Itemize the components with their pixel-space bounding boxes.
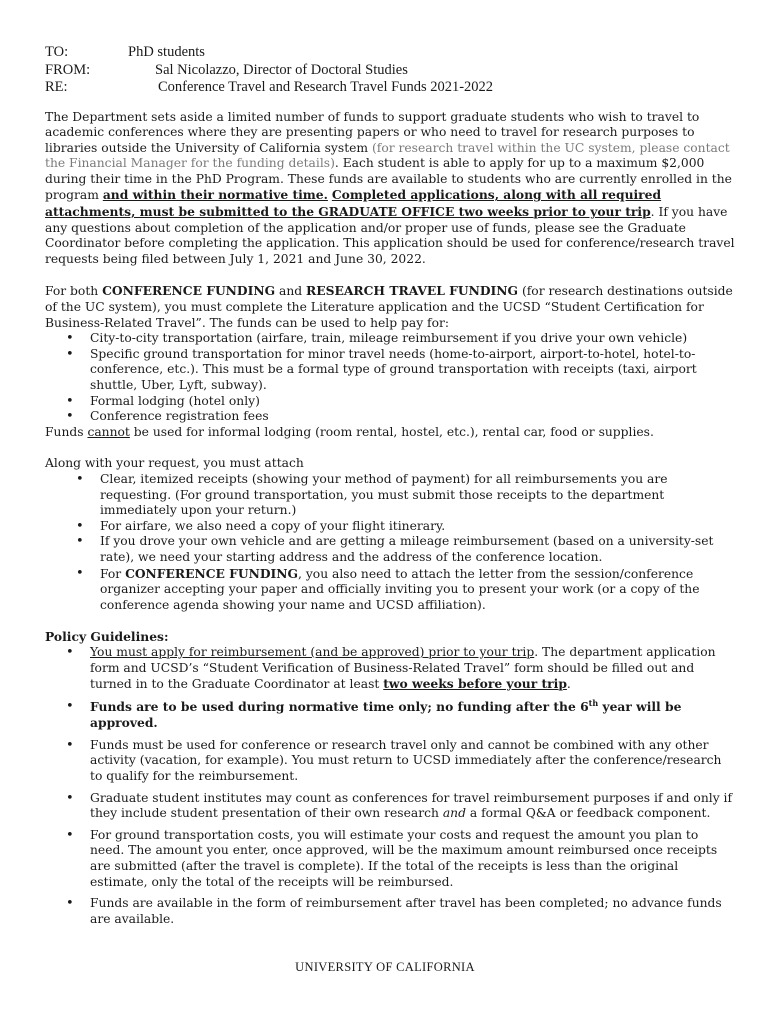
list-item: • Conference registration fees bbox=[45, 409, 735, 425]
memo-from-label: FROM: bbox=[45, 61, 91, 78]
list-item: • Funds are available in the form of reimbursement after travel has been completed; no advance funds are available. bbox=[45, 896, 735, 927]
funding-research-label: RESEARCH TRAVEL FUNDING bbox=[306, 283, 519, 299]
memo-re-label: RE: bbox=[45, 79, 68, 95]
list-item bbox=[45, 699, 735, 732]
attach-lead: Along with your request, you must attach bbox=[45, 456, 304, 471]
funding-list bbox=[45, 331, 735, 425]
document-page bbox=[45, 44, 735, 933]
attach-last-text-2: , you also need to attach the letter from the session/conference organizer accepting your paper and officially inviting you to present your work (or a copy of the conference agenda showing your name and UCSD affiliation). bbox=[100, 566, 700, 612]
list-item: • Specific ground transportation for minor travel needs (home-to-airport, airport-to-hotel, hotel-to-conference, etc.). This must be a formal type of ground transportation with receipts (taxi, airport shuttle, Uber, Lyft, subway). bbox=[45, 347, 735, 394]
intro-paragraph bbox=[45, 110, 735, 268]
policy-2-text-a: Funds are to be used during normative time only; no funding after the 6 bbox=[90, 698, 589, 714]
funding-conference-label: CONFERENCE FUNDING bbox=[102, 283, 276, 299]
memo-to-value: PhD students bbox=[128, 44, 205, 60]
memo-from-value: Sal Nicolazzo, Director of Doctoral Studies bbox=[155, 61, 408, 78]
policy-heading: Policy Guidelines: bbox=[45, 629, 169, 645]
memo-re-value: Conference Travel and Research Travel Funds 2021-2022 bbox=[158, 79, 494, 95]
memo-to-row bbox=[45, 44, 735, 62]
policy-1-end: . bbox=[566, 677, 571, 692]
policy-1-underlined: You must apply for reimbursement (and be approved) prior to your trip bbox=[90, 644, 535, 659]
attach-section bbox=[45, 456, 735, 613]
funding-text-1: For both bbox=[45, 284, 103, 299]
memo-re-row bbox=[45, 79, 735, 97]
list-item: • City-to-city transportation (airfare, train, mileage reimbursement if you drive your own vehicle) bbox=[45, 331, 735, 347]
list-item: • If you drove your own vehicle and are getting a mileage reimbursement (based on a university-set rate), we need your starting address and the address of the conference location. bbox=[45, 534, 735, 565]
attach-last-text-1: For bbox=[100, 566, 126, 581]
intro-text-4: . If you have any questions about completion of the application and/or proper use of funds, please see the Graduate Coordinator before completing the application. This application should be used for conference/research travel requests being filed between July 1, 2021 and June 30, 2022. bbox=[45, 205, 735, 266]
funding-text-3: (for research destinations outside of the UC system), you must complete the Literature application and the UCSD “Student Certification for Business-Related Travel”. The funds can be used to help pay for: bbox=[45, 284, 733, 330]
intro-gray-note: (for research travel within the UC system, please contact the Financial Manager for the funding details) bbox=[45, 140, 730, 171]
policy-4-italic: and bbox=[442, 806, 466, 821]
policy-1-two-weeks: two weeks before your trip bbox=[383, 676, 567, 692]
intro-normative-time: and within their normative time. bbox=[102, 187, 328, 203]
note-text-1: Funds bbox=[45, 424, 88, 439]
attach-last-bold: CONFERENCE FUNDING bbox=[125, 565, 299, 581]
policy-2-sup: th bbox=[588, 697, 599, 708]
list-item: • For airfare, we also need a copy of your flight itinerary. bbox=[45, 519, 735, 535]
list-item: • Clear, itemized receipts (showing your method of payment) for all reimbursements you are requesting. (For ground transportation, you must submit those receipts to the department immediately upon your return.) bbox=[45, 472, 735, 519]
intro-text-1: The Department sets aside a limited number of funds to support graduate students who wish to travel to academic conferences where they are presenting papers or who need to travel for research purposes to libraries outside the University of California system bbox=[45, 109, 700, 155]
list-item bbox=[45, 791, 735, 822]
memo-from-row bbox=[45, 62, 735, 80]
list-item: • Funds must be used for conference or research travel only and cannot be combined with any other activity (vacation, for example). You must return to UCSD immediately after the conference/research to qualify for the reimbursement. bbox=[45, 738, 735, 785]
policy-4-text-b: a formal Q&A or feedback component. bbox=[465, 806, 711, 821]
policy-1-text: . The department application form and UCSD’s “Student Verification of Business-Related Travel” form should be filled out and turned in to the Graduate Coordinator at least bbox=[90, 644, 716, 692]
list-item bbox=[45, 645, 735, 693]
list-item: • For ground transportation costs, you will estimate your costs and request the amount you plan to need. The amount you enter, once approved, will be the maximum amount reimbursed once receipts are submitted (after the travel is complete). If the total of the receipts is less than the original estimate, only the total of the receipts will be reimbursed. bbox=[45, 828, 735, 890]
policy-4-text-a: Graduate student institutes may count as conferences for travel reimbursement purposes if and only if they include student presentation of their own research bbox=[90, 790, 733, 821]
funding-paragraph bbox=[45, 283, 735, 331]
funding-exclusion-note bbox=[45, 425, 735, 441]
note-cannot: cannot bbox=[87, 424, 130, 439]
policy-list bbox=[45, 645, 735, 928]
policy-2-text-b: year will be approved. bbox=[90, 698, 682, 731]
memo-to-label: TO: bbox=[45, 44, 69, 60]
page-footer: UNIVERSITY OF CALIFORNIA bbox=[295, 960, 475, 974]
list-item bbox=[45, 566, 735, 614]
list-item: • Formal lodging (hotel only) bbox=[45, 394, 735, 410]
funding-text-2: and bbox=[275, 284, 307, 299]
funding-section bbox=[45, 283, 735, 440]
memo-header bbox=[45, 44, 735, 97]
intro-deadline-notice: Completed applications, along with all required attachments, must be submitted to the GRADUATE OFFICE two weeks prior to your trip bbox=[45, 187, 662, 220]
intro-text-2: . Each student is able to apply for up to a maximum $2,000 during their time in the PhD Program. These funds are available to students who are currently enrolled in the program bbox=[45, 156, 732, 203]
attach-list bbox=[45, 472, 735, 613]
note-text-2: be used for informal lodging (room rental, hostel, etc.), rental car, food or supplies. bbox=[129, 424, 654, 439]
